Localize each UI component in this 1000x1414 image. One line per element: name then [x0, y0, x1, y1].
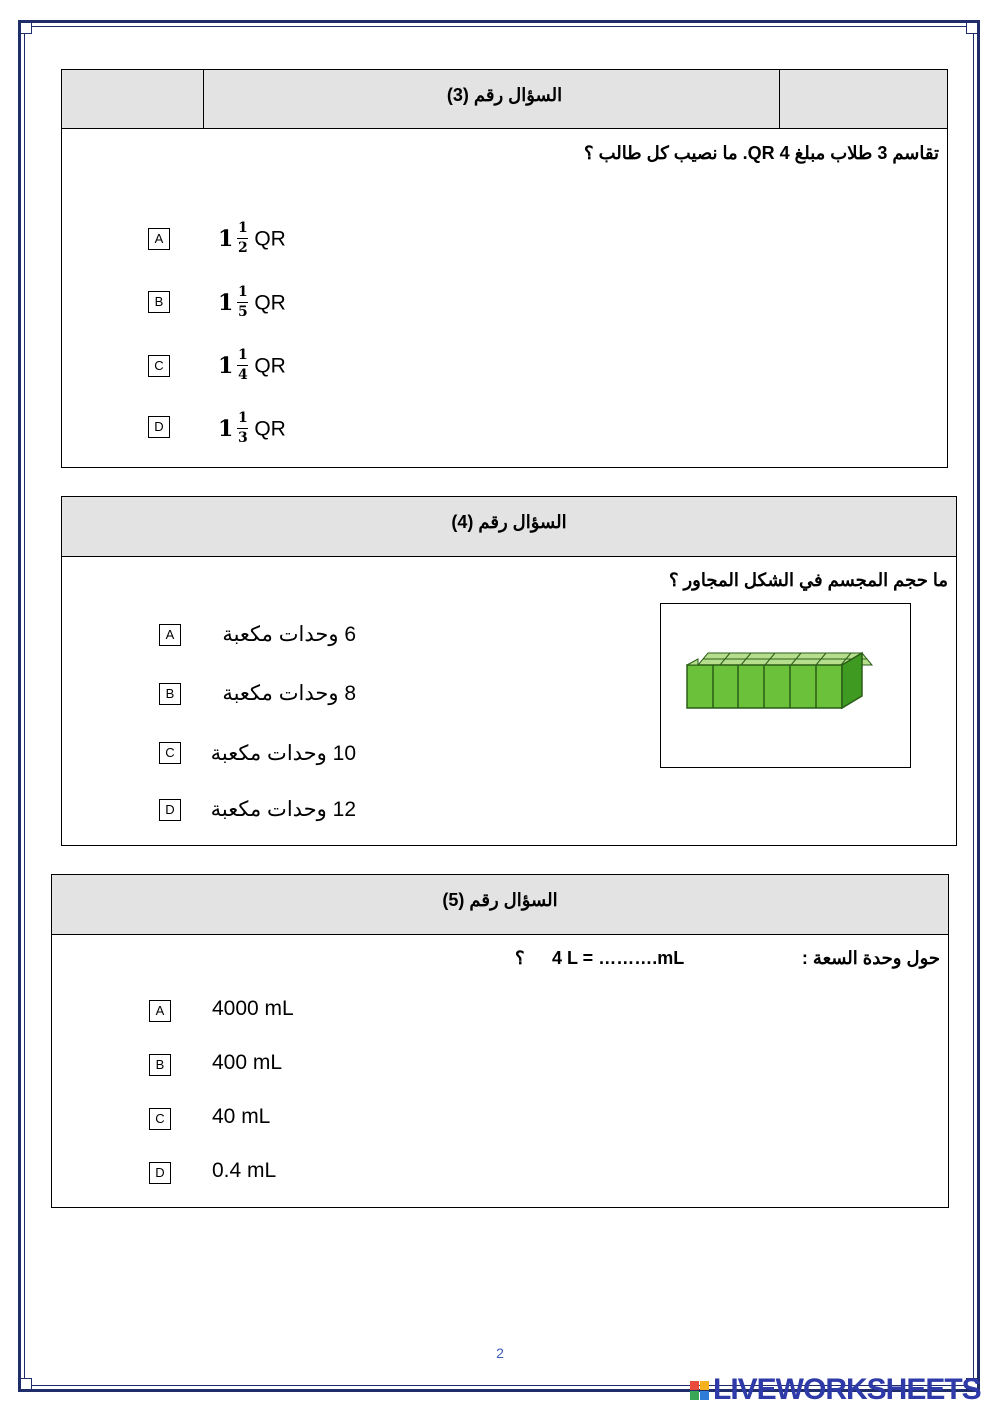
question-4-title: السؤال رقم (4)	[451, 512, 567, 532]
option-d-letter[interactable]: D	[148, 416, 170, 438]
denominator: 2	[237, 240, 248, 256]
whole-number: 1	[218, 225, 234, 252]
brand-logo[interactable]	[690, 1373, 981, 1407]
option-d-letter[interactable]: D	[159, 799, 181, 821]
frame-corner	[20, 22, 32, 34]
option-b-letter[interactable]: B	[159, 683, 181, 705]
prism-figure	[660, 603, 911, 768]
denominator: 4	[237, 367, 248, 383]
question-3-stem: تقاسم 3 طلاب مبلغ 4 QR. ما نصيب كل طالب ؟	[584, 143, 939, 163]
option-b[interactable]: 400 mL	[212, 1051, 283, 1074]
fraction	[237, 348, 248, 383]
brand-text: LIVEWORKSHEETS	[713, 1373, 981, 1406]
question-5-stem-label: حول وحدة السعة :	[801, 948, 940, 968]
question-5-equation: 4 L = ……….mL	[552, 948, 685, 968]
question-3-title: السؤال رقم (3)	[446, 85, 563, 105]
whole-number: 1	[218, 352, 234, 379]
option-c-letter[interactable]: C	[148, 355, 170, 377]
question-5-question-mark: ؟	[515, 948, 525, 968]
fraction	[237, 411, 248, 446]
option-b-letter[interactable]: B	[148, 291, 170, 313]
page-number: 2	[496, 1345, 504, 1361]
option-a[interactable]	[218, 221, 286, 256]
question-5-header	[52, 875, 948, 935]
option-d[interactable]: 0.4 mL	[212, 1159, 277, 1182]
option-d[interactable]: 12 وحدات مكعبة	[210, 798, 356, 821]
option-a[interactable]: 6 وحدات مكعبة	[222, 623, 356, 646]
question-3-box	[61, 69, 948, 468]
currency-unit: QR	[254, 227, 286, 251]
option-c[interactable]: 40 mL	[212, 1105, 271, 1128]
currency-unit: QR	[254, 417, 286, 441]
option-d[interactable]	[218, 411, 286, 446]
question-4-stem: ما حجم المجسم في الشكل المجاور ؟	[668, 570, 948, 590]
question-4-header	[62, 497, 956, 557]
fraction	[237, 221, 248, 256]
question-3-header	[62, 70, 947, 129]
question-5-title: السؤال رقم (5)	[442, 890, 558, 910]
option-c-letter[interactable]: C	[159, 742, 181, 764]
numerator: 1	[237, 410, 248, 426]
numerator: 1	[237, 220, 248, 236]
frame-corner	[20, 1378, 32, 1390]
denominator: 5	[237, 304, 248, 320]
option-b-letter[interactable]: B	[149, 1054, 171, 1076]
liveworksheets-logo-icon	[690, 1381, 709, 1400]
option-a-letter[interactable]: A	[159, 624, 181, 646]
option-b[interactable]: 8 وحدات مكعبة	[222, 682, 356, 705]
frame-corner	[966, 22, 978, 34]
option-c-letter[interactable]: C	[149, 1108, 171, 1130]
option-c[interactable]	[218, 348, 286, 383]
green-cubes-icon	[661, 604, 910, 767]
numerator: 1	[237, 284, 248, 300]
whole-number: 1	[218, 289, 234, 316]
numerator: 1	[237, 347, 248, 363]
currency-unit: QR	[254, 291, 286, 315]
currency-unit: QR	[254, 354, 286, 378]
option-d-letter[interactable]: D	[149, 1162, 171, 1184]
fraction	[237, 285, 248, 320]
option-a[interactable]: 4000 mL	[212, 997, 294, 1020]
option-a-letter[interactable]: A	[148, 228, 170, 250]
whole-number: 1	[218, 415, 234, 442]
question-5-box	[51, 874, 949, 1208]
option-c[interactable]: 10 وحدات مكعبة	[210, 742, 356, 765]
option-b[interactable]	[218, 285, 286, 320]
denominator: 3	[237, 430, 248, 446]
option-a-letter[interactable]: A	[149, 1000, 171, 1022]
